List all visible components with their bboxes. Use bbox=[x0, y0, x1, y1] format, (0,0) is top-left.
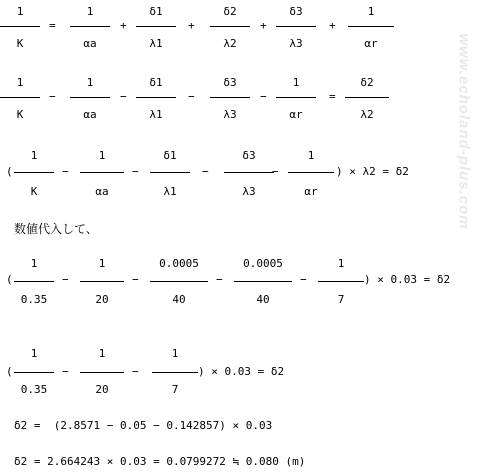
eq2-den-3: λ1 bbox=[149, 108, 163, 121]
eq5-den-2: 20 bbox=[95, 383, 109, 396]
eq3-num-3: δ1 bbox=[163, 149, 177, 162]
eq5-num-2: 1 bbox=[98, 347, 106, 360]
eq1-plus-2: + bbox=[188, 19, 195, 32]
eq4-bar-4 bbox=[234, 281, 292, 282]
eq1-bar-5 bbox=[276, 26, 316, 27]
watermark-text: www.echoland-plus.com bbox=[455, 32, 473, 230]
eq4-bar-2 bbox=[80, 281, 124, 282]
eq3-bar-1 bbox=[14, 172, 54, 173]
eq2-bar-3 bbox=[136, 97, 176, 98]
eq2-den-5: αr bbox=[289, 108, 303, 121]
eq3-bar-5 bbox=[288, 172, 334, 173]
eq2-den-4: λ3 bbox=[223, 108, 237, 121]
eq2-minus-1: − bbox=[49, 90, 56, 103]
eq4-minus-2: − bbox=[132, 273, 139, 286]
eq2-minus-4: − bbox=[260, 90, 267, 103]
eq3-den-2: αa bbox=[95, 185, 109, 198]
eq6-line: δ2 = (2.8571 − 0.05 − 0.142857) × 0.03 bbox=[14, 419, 273, 432]
eq1-bar-6 bbox=[348, 26, 394, 27]
eq5-tail: ) × 0.03 = δ2 bbox=[198, 365, 285, 378]
eq1-bar-1 bbox=[0, 26, 40, 27]
eq4-den-5: 7 bbox=[337, 293, 345, 306]
substitution-text: 数値代入して、 bbox=[14, 222, 98, 236]
eq5-num-3: 1 bbox=[171, 347, 179, 360]
eq1-num-5: δ3 bbox=[289, 5, 303, 18]
eq1-den-5: λ3 bbox=[289, 37, 303, 50]
eq3-bar-2 bbox=[80, 172, 124, 173]
eq5-num-1: 1 bbox=[30, 347, 38, 360]
eq1-plus-4: + bbox=[329, 19, 336, 32]
eq3-num-2: 1 bbox=[98, 149, 106, 162]
eq1-den-1: K bbox=[16, 37, 24, 50]
eq4-num-2: 1 bbox=[98, 257, 106, 270]
eq3-open-paren: ( bbox=[6, 165, 13, 178]
eq4-num-1: 1 bbox=[30, 257, 38, 270]
eq2-num-6: δ2 bbox=[360, 76, 374, 89]
eq3-bar-3 bbox=[150, 172, 190, 173]
eq4-minus-1: − bbox=[62, 273, 69, 286]
eq5-bar-2 bbox=[80, 372, 124, 373]
eq4-open-paren: ( bbox=[6, 273, 13, 286]
eq1-plus-3: + bbox=[260, 19, 267, 32]
eq2-minus-2: − bbox=[120, 90, 127, 103]
eq5-bar-3 bbox=[152, 372, 198, 373]
eq1-num-6: 1 bbox=[367, 5, 375, 18]
eq3-den-3: λ1 bbox=[163, 185, 177, 198]
eq3-num-5: 1 bbox=[307, 149, 315, 162]
eq2-den-6: λ2 bbox=[360, 108, 374, 121]
eq2-bar-2 bbox=[70, 97, 110, 98]
eq1-den-3: λ1 bbox=[149, 37, 163, 50]
eq3-minus-2: − bbox=[132, 165, 139, 178]
eq1-den-6: αr bbox=[364, 37, 378, 50]
eq2-num-1: 1 bbox=[16, 76, 24, 89]
eq3-num-4: δ3 bbox=[242, 149, 256, 162]
eq4-den-3: 40 bbox=[172, 293, 186, 306]
eq2-bar-6 bbox=[345, 97, 389, 98]
eq2-num-4: δ3 bbox=[223, 76, 237, 89]
eq2-equals: = bbox=[329, 90, 336, 103]
eq1-bar-2 bbox=[70, 26, 110, 27]
eq3-num-1: 1 bbox=[30, 149, 38, 162]
eq3-bar-4 bbox=[224, 172, 274, 173]
eq4-minus-4: − bbox=[300, 273, 307, 286]
eq1-num-3: δ1 bbox=[149, 5, 163, 18]
eq4-den-2: 20 bbox=[95, 293, 109, 306]
eq2-den-1: K bbox=[16, 108, 24, 121]
eq7-line: δ2 = 2.664243 × 0.03 = 0.0799272 ≒ 0.080 (m) bbox=[14, 455, 306, 468]
eq1-num-1: 1 bbox=[16, 5, 24, 18]
eq2-num-5: 1 bbox=[292, 76, 300, 89]
eq2-bar-5 bbox=[276, 97, 316, 98]
eq1-plus-1: + bbox=[120, 19, 127, 32]
eq2-bar-1 bbox=[0, 97, 40, 98]
eq4-bar-1 bbox=[14, 281, 54, 282]
eq5-open-paren: ( bbox=[6, 365, 13, 378]
eq3-minus-4: − bbox=[272, 165, 279, 178]
eq2-minus-3: − bbox=[188, 90, 195, 103]
eq3-tail: ) × λ2 = δ2 bbox=[336, 165, 409, 178]
eq4-bar-5 bbox=[318, 281, 364, 282]
eq1-bar-3 bbox=[136, 26, 176, 27]
eq4-num-4: 0.0005 bbox=[243, 257, 283, 270]
eq2-num-3: δ1 bbox=[149, 76, 163, 89]
eq5-den-1: 0.35 bbox=[20, 383, 48, 396]
eq1-num-2: 1 bbox=[86, 5, 94, 18]
eq4-num-3: 0.0005 bbox=[159, 257, 199, 270]
eq3-minus-3: − bbox=[202, 165, 209, 178]
eq3-minus-1: − bbox=[62, 165, 69, 178]
eq5-den-3: 7 bbox=[171, 383, 179, 396]
eq3-den-1: K bbox=[30, 185, 38, 198]
eq1-num-4: δ2 bbox=[223, 5, 237, 18]
eq5-minus-2: − bbox=[132, 365, 139, 378]
watermark bbox=[452, 6, 476, 256]
eq2-bar-4 bbox=[210, 97, 250, 98]
eq1-den-4: λ2 bbox=[223, 37, 237, 50]
eq1-bar-4 bbox=[210, 26, 250, 27]
eq4-den-1: 0.35 bbox=[20, 293, 48, 306]
eq4-den-4: 40 bbox=[256, 293, 270, 306]
eq2-den-2: αa bbox=[83, 108, 97, 121]
eq4-tail: ) × 0.03 = δ2 bbox=[364, 273, 451, 286]
eq4-num-5: 1 bbox=[337, 257, 345, 270]
eq3-den-5: αr bbox=[304, 185, 318, 198]
eq5-bar-1 bbox=[14, 372, 54, 373]
eq1-equals: = bbox=[49, 19, 56, 32]
eq5-minus-1: − bbox=[62, 365, 69, 378]
eq1-den-2: αa bbox=[83, 37, 97, 50]
eq4-minus-3: − bbox=[216, 273, 223, 286]
eq4-bar-3 bbox=[150, 281, 208, 282]
eq2-num-2: 1 bbox=[86, 76, 94, 89]
eq3-den-4: λ3 bbox=[242, 185, 256, 198]
